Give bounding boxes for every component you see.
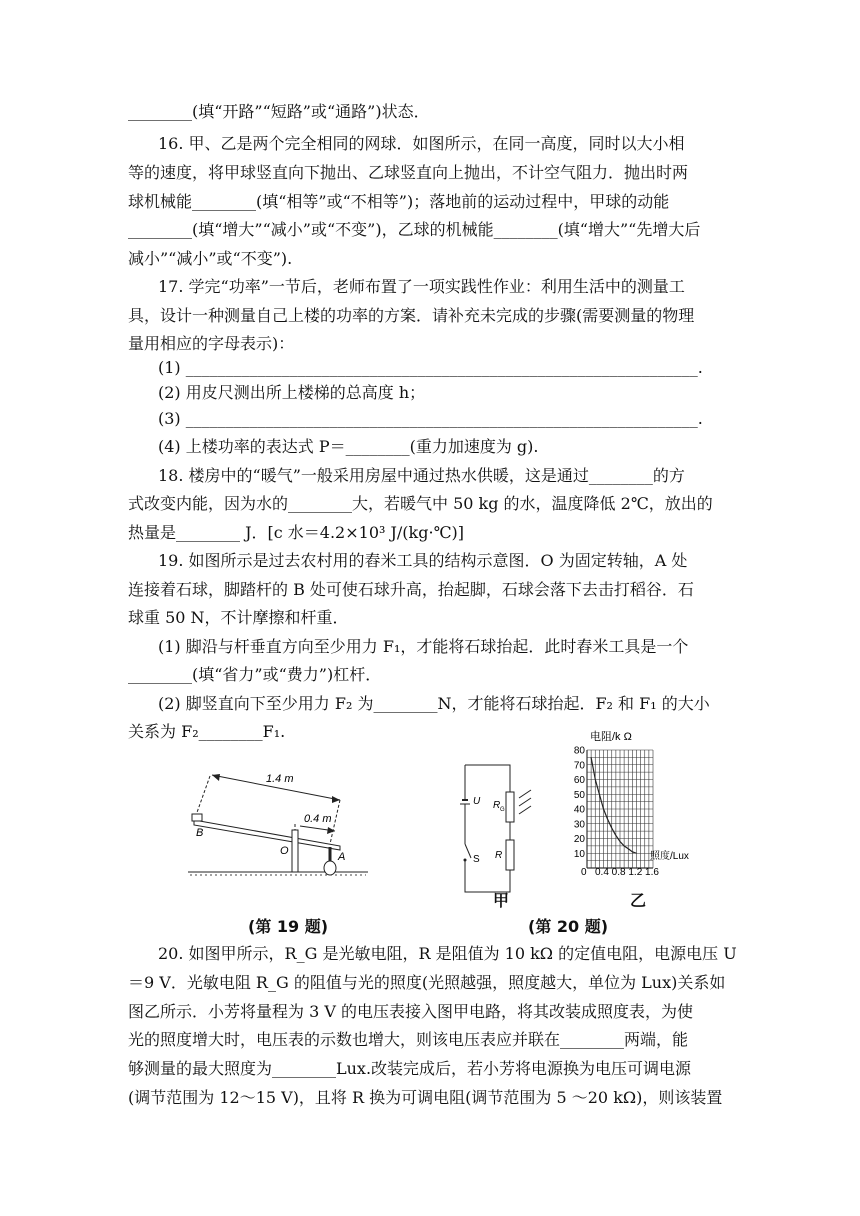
q20-line: (调节范围为 12～15 V)，且将 R 换为可调电阻(调节范围为 5 ～20 kΩ)，则该装置 — [128, 1088, 723, 1107]
y-tick-label: 20 — [573, 834, 585, 845]
y-tick-label: 30 — [573, 819, 585, 831]
fig19-label-o: O — [280, 845, 289, 857]
q17-step: (4) 上楼功率的表达式 P＝________(重力加速度为 g). — [158, 437, 539, 456]
q16-line: 等的速度，将甲球竖直向下抛出、乙球竖直向上抛出，不计空气阻力．抛出时两 — [128, 163, 689, 182]
q16-line: 球机械能________(填“相等”或“不相等”)；落地前的运动过程中，甲球的动能 — [128, 192, 670, 211]
fig20-label-s: S — [473, 854, 480, 865]
q18-line: 18. 楼房中的“暖气”一般采用房屋中通过热水供暖，这是通过________的方 — [158, 466, 685, 485]
graph-y-label: 电阻/k Ω — [590, 731, 632, 743]
y-tick-label: 70 — [573, 760, 585, 772]
fig19-label-b: B — [196, 827, 204, 839]
y-tick-label: 60 — [573, 775, 585, 786]
fig19-short-length: 0.4 m — [304, 813, 332, 825]
q19-sub2: (2) 脚竖直向下至少用力 F₂ 为________N，才能将石球抬起．F₂ 和 F₁ 的大小 — [158, 694, 710, 713]
q17-line: 17. 学完“功率”一节后，老师布置了一项实践性作业：利用生活中的测量工 — [158, 277, 685, 296]
fig20-label-rg: R — [493, 800, 501, 811]
graph-origin: 0 — [581, 867, 587, 878]
q19-sub1: ________(填“省力”或“费力”)杠杆． — [128, 665, 382, 684]
q20-line: 20. 如图甲所示，R_G 是光敏电阻，R 是阻值为 10 kΩ 的定值电阻，电源电压 U — [158, 944, 737, 963]
y-tick-label: 10 — [573, 848, 585, 860]
fig19-label-a: A — [338, 851, 346, 863]
q18-line: 式改变内能，因为水的________大，若暖气中 50 kg 的水，温度降低 2℃，放出的 — [128, 494, 713, 513]
q19-line: 连接着石球，脚踏杆的 B 处可使石球升高，抬起脚，石球会落下去击打稻谷．石 — [128, 580, 694, 599]
q17-line: 具，设计一种测量自己上楼的功率的方案．请补充未完成的步骤(需要测量的物理 — [128, 306, 695, 325]
q18-line: 热量是________ J．[c 水＝4.2×10³ J/(kg·℃)] — [128, 523, 464, 542]
fig20-label-r: R — [495, 850, 503, 861]
q20-line: 图乙所示．小芳将量程为 3 V 的电压表接入图甲电路，将其改装成照度表，为使 — [128, 1002, 693, 1021]
fig19-total-length: 1.4 m — [266, 773, 294, 785]
q17-line: 量用相应的字母表示)： — [128, 334, 295, 353]
graph-grid — [587, 750, 653, 868]
q19-sub1: (1) 脚沿与杆垂直方向至少用力 F₁，才能将石球抬起．此时舂米工具是一个 — [158, 637, 689, 656]
fig19-caption: (第 19 题) — [248, 917, 329, 936]
fig20-label-rg-sub: G — [500, 807, 505, 813]
y-tick-label: 80 — [573, 745, 585, 757]
fig20-label-u: U — [473, 796, 481, 807]
q20-line: ＝9 V．光敏电阻 R_G 的阻值与光的照度(光照越强，照度越大，单位为 Lux)关系如 — [128, 973, 726, 992]
q17-step: (3) ________________________________________________________________. — [158, 409, 703, 428]
q20-line: 够测量的最大照度为________Lux.改装完成后，若小芳将电源换为电压可调电源 — [128, 1059, 692, 1078]
q16-line: 16. 甲、乙是两个完全相同的网球．如图所示，在同一高度，同时以大小相 — [158, 134, 685, 153]
q17-step: (2) 用皮尺测出所上楼梯的总高度 h； — [158, 383, 426, 402]
q19-sub2: 关系为 F₂________F₁. — [128, 722, 286, 741]
graph-x-label: 照度/Lux — [650, 851, 689, 862]
graph-x-ticks: 0.4 0.8 1.2 1.6 — [595, 867, 659, 878]
fig19-lever-diagram — [180, 768, 380, 883]
q20-line: 光的照度增大时，电压表的示数也增大，则该电压表应并联在________两端，能 — [128, 1030, 689, 1049]
q16-line: ________(填“增大”“减小”或“不变”)，乙球的机械能________(填“增大”“先增大后 — [128, 220, 701, 239]
y-tick-label: 50 — [573, 789, 585, 801]
resistance-curve — [591, 757, 636, 853]
q15-tail: ________(填“开路”“短路”或“通路”)状态． — [128, 102, 430, 121]
fig20-caption: (第 20 题) — [528, 917, 609, 936]
q17-step: (1) ________________________________________________________________. — [158, 358, 703, 377]
q16-line: 减小”“减小”或“不变”). — [128, 249, 293, 268]
fig20-graph-label: 乙 — [630, 891, 647, 910]
y-tick-label: 40 — [573, 804, 585, 816]
q19-line: 19. 如图所示是过去农村用的舂米工具的结构示意图．O 为固定转轴，A 处 — [158, 551, 688, 570]
q19-line: 球重 50 N，不计摩擦和杆重． — [128, 608, 349, 627]
fig20-graph — [565, 728, 715, 878]
fig20-circuit-label: 甲 — [493, 891, 510, 910]
graph-y-ticks — [574, 746, 586, 860]
